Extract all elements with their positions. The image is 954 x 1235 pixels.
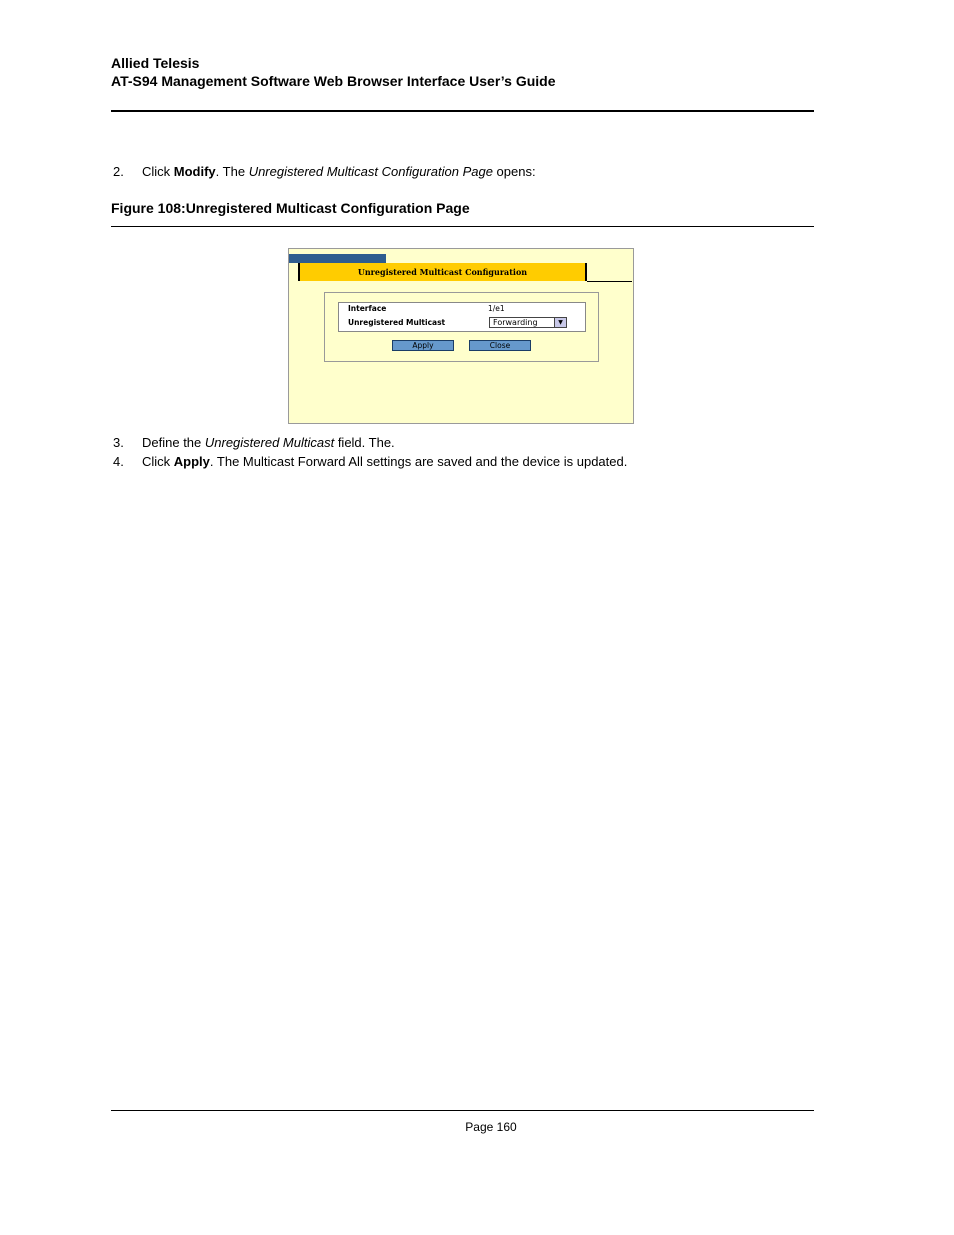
step-text-part: Click [142, 164, 174, 179]
step-text-bold: Apply [173, 454, 210, 469]
step-text-bold: Modify [173, 164, 216, 179]
step-text [142, 454, 627, 470]
title-underline [587, 281, 632, 282]
step-4 [113, 454, 813, 470]
step-text-part: . The Multicast Forward All settings are saved and the device is updated. [209, 454, 628, 469]
step-text [142, 435, 395, 451]
header-divider [111, 110, 814, 112]
window-tab [289, 254, 386, 263]
step-text-part: Define the [142, 435, 205, 450]
config-page-screenshot [288, 248, 634, 424]
step-number: 4. [113, 454, 124, 469]
figure-caption: Figure 108:Unregistered Multicast Configuration Page [111, 200, 470, 216]
step-number: 2. [113, 164, 124, 179]
page-title-bar: Unregistered Multicast Configuration [298, 263, 587, 281]
step-text-part: opens: [492, 164, 536, 179]
interface-value: 1/e1 [488, 304, 505, 313]
chevron-down-icon[interactable]: ▼ [554, 318, 566, 327]
step-text [142, 164, 536, 180]
step-2 [113, 164, 813, 180]
figure-divider [111, 226, 814, 227]
step-3 [113, 435, 813, 451]
apply-button[interactable]: Apply [392, 340, 454, 351]
step-text-italic: Unregistered Multicast Configuration Page [248, 164, 493, 179]
footer-divider [111, 1110, 814, 1111]
step-text-part: field. The. [334, 435, 395, 450]
step-text-part: Click [142, 454, 174, 469]
interface-label: Interface [348, 304, 387, 313]
step-text-part: . The [215, 164, 249, 179]
select-value: Forwarding [493, 318, 538, 327]
page-number: Page 160 [465, 1120, 517, 1134]
unregistered-multicast-select[interactable] [489, 317, 567, 328]
guide-title: AT-S94 Management Software Web Browser Interface User’s Guide [111, 73, 556, 89]
unregistered-multicast-label: Unregistered Multicast [348, 318, 446, 327]
step-number: 3. [113, 435, 124, 450]
step-text-italic: Unregistered Multicast [204, 435, 335, 450]
company-name: Allied Telesis [111, 55, 200, 71]
close-button[interactable]: Close [469, 340, 531, 351]
